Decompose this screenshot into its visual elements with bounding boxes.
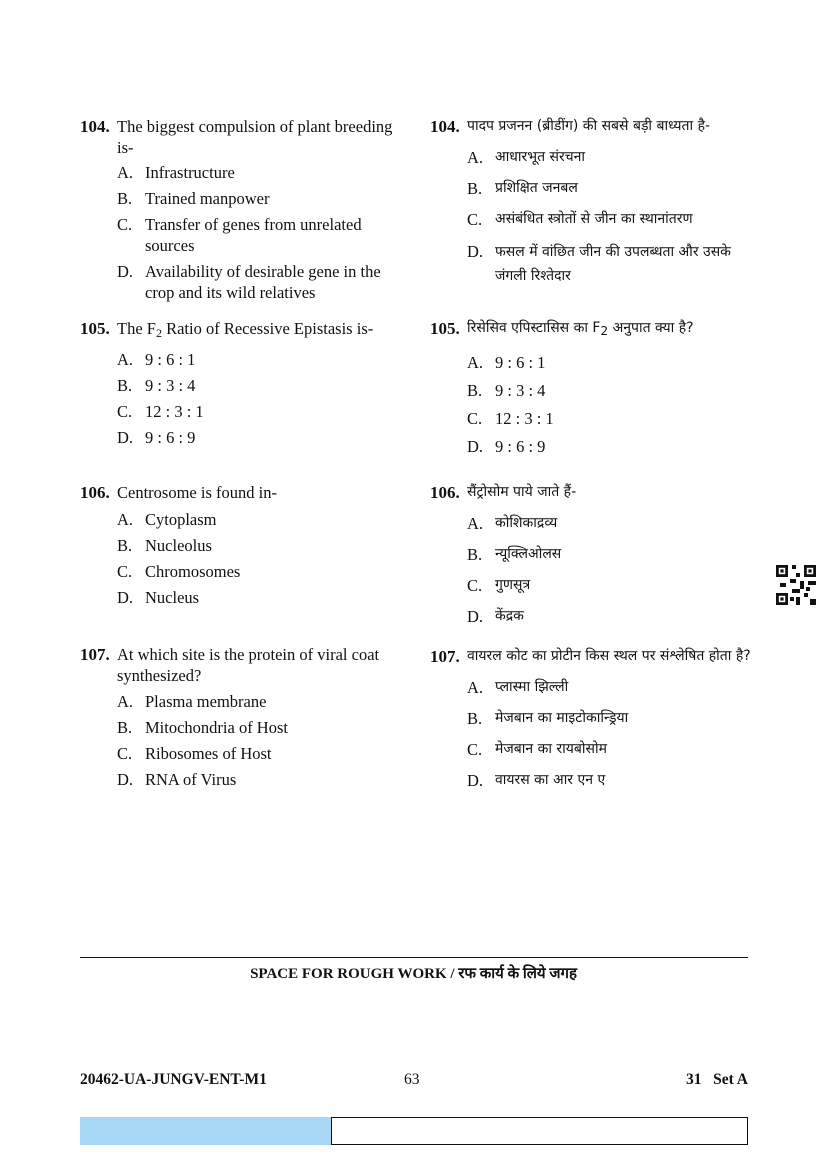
question-105-en: [80, 318, 400, 448]
option-text: असंबंधित स्त्रोतों से जीन का स्थानांतरण: [495, 211, 693, 227]
option-label: A.: [117, 163, 134, 182]
option-text: RNA of Virus: [145, 770, 237, 789]
footer-color-bar: [80, 1117, 331, 1145]
option-label: B.: [117, 189, 133, 208]
question-106-en: [80, 482, 400, 608]
option-text: 9 : 6 : 1: [495, 353, 546, 372]
option-label: A.: [117, 692, 134, 711]
question-number: 104.: [80, 117, 110, 136]
option-label: B.: [117, 536, 133, 555]
set-label: 31 Set A: [686, 1071, 748, 1088]
option-label: B.: [467, 179, 483, 198]
option-label: B.: [467, 709, 483, 728]
question-text: At which site is the protein of viral coat synthesized?: [117, 645, 380, 685]
option-text: वायरस का आर एन ए: [495, 772, 606, 788]
option-text: प्लास्मा झिल्ली: [495, 679, 569, 695]
option-text: फसल में वांछित जीन की उपलब्धता और उसके जंगली रिश्तेदार: [495, 244, 731, 284]
question-number: 105.: [430, 319, 460, 338]
option-label: D.: [117, 770, 134, 789]
question-number: 107.: [430, 647, 460, 666]
option-label: D.: [117, 588, 134, 607]
option-text: मेजबान का रायबोसोम: [495, 741, 607, 757]
option-label: D.: [467, 771, 484, 790]
question-text: The F: [117, 319, 156, 338]
question-number: 104.: [430, 117, 460, 136]
question-text: पादप प्रजनन (ब्रीडींग) की सबसे बड़ी बाध्यता है-: [467, 118, 711, 134]
question-number: 107.: [80, 645, 110, 664]
question-text: The biggest compulsion of plant breeding is-: [117, 117, 393, 157]
option-text: 9 : 6 : 9: [495, 437, 546, 456]
option-label: D.: [467, 242, 484, 261]
option-text: न्यूक्लिओलस: [495, 546, 562, 562]
option-text: 9 : 3 : 4: [145, 376, 196, 395]
option-label: C.: [467, 409, 483, 428]
question-text-cont: अनुपात क्या है?: [608, 320, 694, 336]
option-label: C.: [467, 210, 483, 229]
option-text: Transfer of genes from unrelated sources: [145, 215, 362, 255]
option-label: A.: [117, 510, 134, 529]
option-label: C.: [117, 215, 133, 234]
question-106-hi: [430, 482, 760, 627]
option-label: C.: [117, 744, 133, 763]
subscript-2: 2: [600, 324, 609, 338]
option-label: A.: [467, 148, 484, 167]
option-label: B.: [467, 545, 483, 564]
option-label: C.: [117, 402, 133, 421]
option-label: B.: [117, 718, 133, 737]
option-text: गुणसूत्र: [495, 577, 531, 593]
question-text: रिसेसिव एपिस्टासिस का F: [467, 320, 601, 336]
question-105-hi: [430, 318, 760, 459]
option-label: C.: [467, 740, 483, 759]
page-number: 63: [404, 1071, 420, 1088]
option-text: केंद्रक: [495, 608, 524, 624]
option-label: C.: [117, 562, 133, 581]
subscript-2: 2: [155, 326, 162, 340]
option-text: Plasma membrane: [145, 692, 267, 711]
option-text: प्रशिक्षित जनबल: [495, 180, 578, 196]
option-text: आधारभूत संरचना: [495, 149, 586, 165]
question-104-en: [80, 116, 400, 303]
option-label: A.: [467, 678, 484, 697]
option-text: Nucleolus: [145, 536, 212, 555]
question-107-en: [80, 644, 400, 790]
option-label: B.: [117, 376, 133, 395]
option-text: Mitochondria of Host: [145, 718, 288, 737]
question-text-cont: Ratio of Recessive Epistasis is-: [161, 319, 374, 338]
question-number: 105.: [80, 319, 110, 338]
option-label: A.: [467, 353, 484, 372]
question-text: Centrosome is found in-: [117, 483, 277, 502]
option-text: कोशिकाद्रव्य: [495, 515, 558, 531]
option-text: 9 : 6 : 9: [145, 428, 196, 447]
option-text: Availability of desirable gene in the crop and its wild relatives: [145, 262, 381, 302]
option-label: D.: [467, 437, 484, 456]
option-text: मेजबान का माइटोकान्ड्रिया: [495, 710, 629, 726]
option-label: D.: [117, 262, 134, 281]
option-text: Cytoplasm: [145, 510, 217, 529]
question-107-hi: [430, 644, 760, 791]
paper-code: 20462-UA-JUNGV-ENT-M1: [80, 1071, 267, 1088]
option-text: Ribosomes of Host: [145, 744, 272, 763]
option-text: Trained manpower: [145, 189, 270, 208]
question-text: वायरल कोट का प्रोटीन किस स्थल पर संश्लेषित होता है?: [467, 648, 751, 664]
option-text: 12 : 3 : 1: [495, 409, 554, 428]
option-label: C.: [467, 576, 483, 595]
option-text: Infrastructure: [145, 163, 235, 182]
option-label: A.: [467, 514, 484, 533]
rough-work-heading: SPACE FOR ROUGH WORK / रफ कार्य के लिये जगह: [250, 966, 577, 982]
question-number: 106.: [430, 483, 460, 502]
qr-code-icon: [776, 565, 816, 605]
option-text: Chromosomes: [145, 562, 241, 581]
question-number: 106.: [80, 483, 110, 502]
option-text: Nucleus: [145, 588, 200, 607]
option-label: A.: [117, 350, 134, 369]
question-104-hi: [430, 116, 760, 288]
option-label: B.: [467, 381, 483, 400]
option-text: 12 : 3 : 1: [145, 402, 204, 421]
divider-line: [80, 957, 748, 958]
option-text: 9 : 3 : 4: [495, 381, 546, 400]
question-text: सैंट्रोसोम पाये जाते हैं-: [467, 484, 577, 500]
option-text: 9 : 6 : 1: [145, 350, 196, 369]
option-label: D.: [467, 607, 484, 626]
footer-empty-box: [331, 1117, 748, 1145]
option-label: D.: [117, 428, 134, 447]
